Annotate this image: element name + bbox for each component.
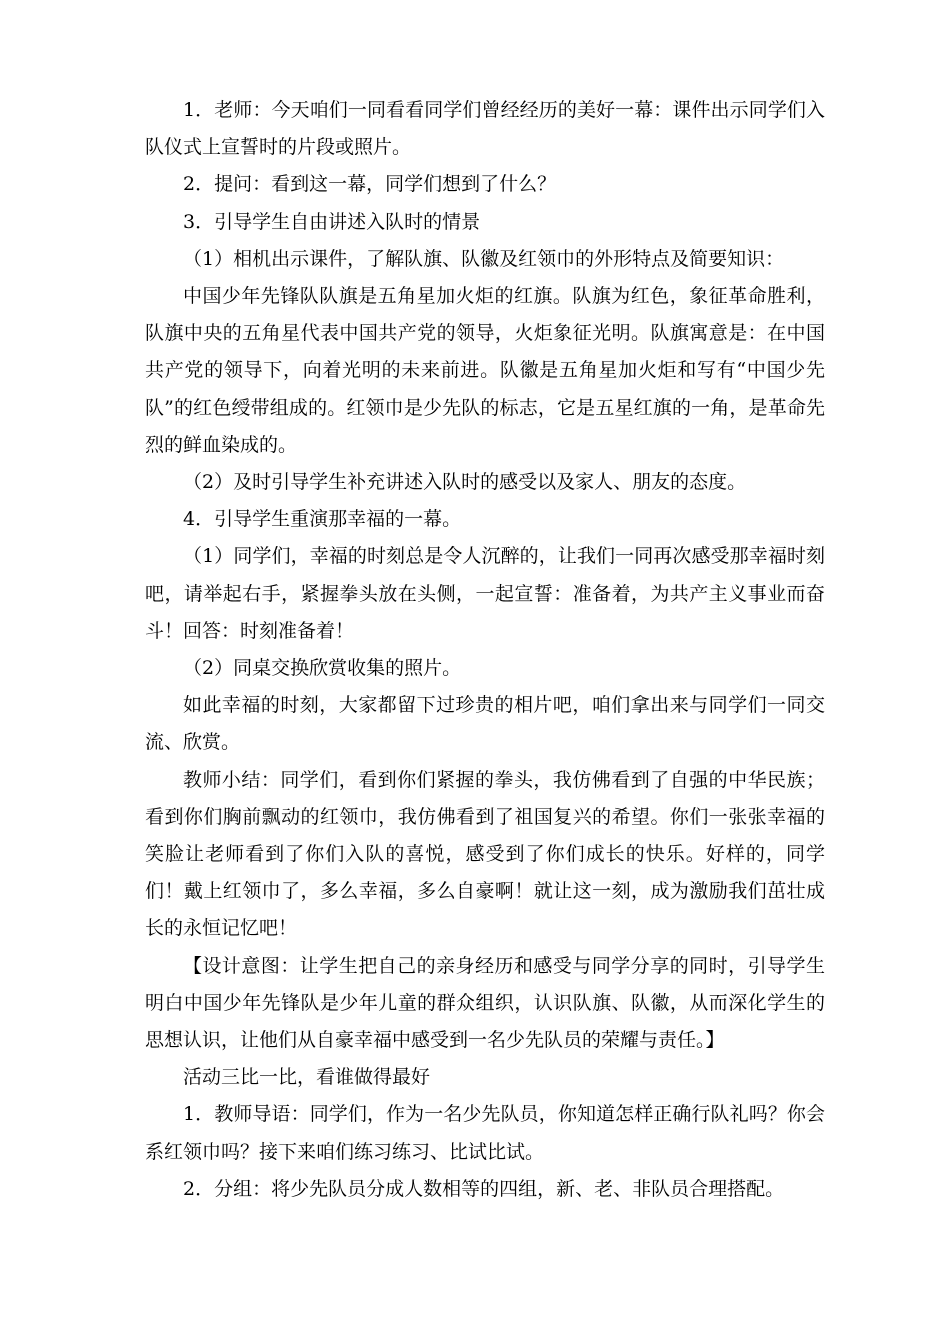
paragraph-7: 4．引导学生重演那幸福的一幕。 (183, 508, 462, 531)
paragraph-12: 【设计意图：让学生把自己的亲身经历和感受与同学分享的同时，引导学生明白中国少年先锋队是少年儿童的群众组织，认识队旗、队徽，从而深化学生的思想认识，让他们从自豪幸福中感受到一名少先队员的荣耀与责任。】 (145, 954, 825, 1052)
paragraph-9: （2）同桌交换欣赏收集的照片。 (183, 657, 462, 680)
paragraph-5: 中国少年先锋队队旗是五角星加火炬的红旗。队旗为红色，象征革命胜利，队旗中央的五角星代表中国共产党的领导，火炬象征光明。队旗寓意是：在中国共产党的领导下，向着光明的未来前进。队徽是五角星加火炬和写有“中国少先队”的红色绶带组成的。红领巾是少先队的标志，它是五星红旗的一角，是革命先烈的鲜血染成的。 (145, 285, 825, 456)
paragraph-6: （2）及时引导学生补充讲述入队时的感受以及家人、朋友的态度。 (183, 471, 747, 494)
paragraph-1: 1．老师：今天咱们一同看看同学们曾经经历的美好一幕：课件出示同学们入队仪式上宣誓时的片段或照片。 (145, 99, 825, 159)
paragraph-10: 如此幸福的时刻，大家都留下过珍贵的相片吧，咱们拿出来与同学们一同交流、欣赏。 (145, 694, 825, 754)
document-body (145, 92, 825, 1208)
paragraph-11: 教师小结：同学们，看到你们紧握的拳头，我仿佛看到了自强的中华民族；看到你们胸前飘动的红领巾，我仿佛看到了祖国复兴的希望。你们一张张幸福的笑脸让老师看到了你们入队的喜悦，感受到了你们成长的快乐。好样的，同学们！戴上红领巾了，多么幸福，多么自豪啊！就让这一刻，成为激励我们茁壮成长的永恒记忆吧！ (145, 768, 825, 940)
paragraph-2: 2．提问：看到这一幕，同学们想到了什么？ (183, 173, 557, 196)
paragraph-15: 2．分组：将少先队员分成人数相等的四组，新、老、非队员合理搭配。 (183, 1177, 785, 1200)
paragraph-4: （1）相机出示课件，了解队旗、队徽及红领巾的外形特点及简要知识： (183, 247, 785, 270)
paragraph-8: （1）同学们，幸福的时刻总是令人沉醉的，让我们一同再次感受那幸福时刻吧，请举起右手，紧握拳头放在头侧，一起宣誓：准备着，为共产主义事业而奋斗！回答：时刻准备着！ (145, 545, 825, 642)
paragraph-13: 活动三比一比，看谁做得最好 (183, 1066, 431, 1089)
paragraph-3: 3．引导学生自由讲述入队时的情景 (183, 210, 481, 233)
paragraph-14: 1．教师导语：同学们，作为一名少先队员，你知道怎样正确行队礼吗？你会系红领巾吗？接下来咱们练习练习、比试比试。 (145, 1103, 825, 1163)
